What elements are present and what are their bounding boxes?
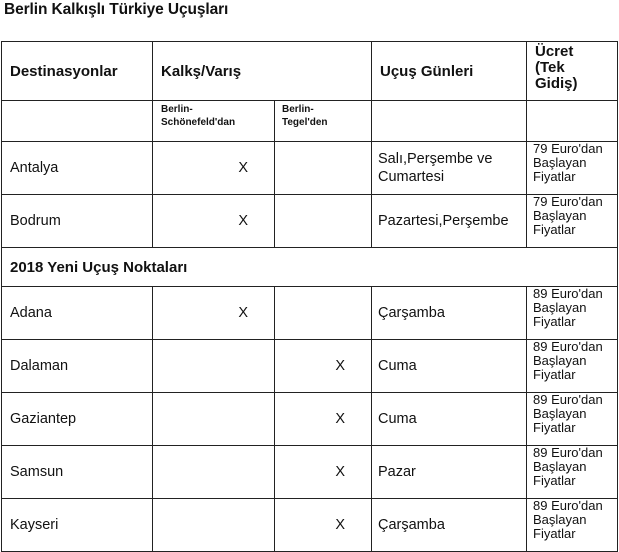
price-line3: Fiyatlar [533,314,576,329]
schonefeld-cell: X [153,287,275,340]
days-cell: Cuma [372,393,527,446]
tegel-cell [275,287,372,340]
price-cell [527,393,618,446]
price-line3: Fiyatlar [533,526,576,541]
document-title: Berlin Kalkışlı Türkiye Uçuşları [4,1,229,18]
days-cell: Pazartesi,Perşembe [372,195,527,248]
tegel-cell: X [275,340,372,393]
schonefeld-cell [153,393,275,446]
price-line3: Fiyatlar [533,169,576,184]
price-line2: Başlayan [533,512,587,527]
city-cell: Antalya [2,142,153,195]
subheader-tegel-line2: Tegel'den [282,117,328,128]
city-cell: Samsun [2,446,153,499]
flights-table [1,41,618,552]
city-cell: Adana [2,287,153,340]
price-cell [527,446,618,499]
subheader-schonefeld-line2: Schönefeld'dan [161,117,236,128]
price-cell [527,287,618,340]
subheader-empty [2,101,153,142]
price-line1: 79 Euro'dan [533,194,603,209]
price-line1: 89 Euro'dan [533,498,603,513]
price-line3: Fiyatlar [533,420,576,435]
price-line2: Başlayan [533,208,587,223]
price-cell [527,499,618,552]
subheader-schonefeld-line1: Berlin- [161,104,193,115]
subheader-schonefeld [153,101,275,142]
days-cell: Çarşamba [372,287,527,340]
price-line2: Başlayan [533,406,587,421]
price-line3: Fiyatlar [533,222,576,237]
table-row [2,393,618,446]
header-price [527,42,618,101]
tegel-cell: X [275,393,372,446]
price-line3: Fiyatlar [533,367,576,382]
days-cell: Cuma [372,340,527,393]
city-cell: Bodrum [2,195,153,248]
subheader-tegel [275,101,372,142]
header-destination: Destinasyonlar [2,42,153,101]
tegel-cell [275,195,372,248]
schonefeld-cell [153,340,275,393]
price-line2: Başlayan [533,353,587,368]
price-cell [527,195,618,248]
price-line3: Fiyatlar [533,473,576,488]
price-line1: 89 Euro'dan [533,339,603,354]
schonefeld-cell [153,446,275,499]
table-row [2,142,618,195]
price-line2: Başlayan [533,155,587,170]
table-row [2,340,618,393]
subheader-row [2,101,618,142]
table-row [2,287,618,340]
header-flight-days: Uçuş Günleri [372,42,527,101]
tegel-cell [275,142,372,195]
table-row [2,499,618,552]
table-row [2,446,618,499]
subheader-empty [527,101,618,142]
header-price-line2: (Tek [535,59,565,76]
header-price-line1: Ücret [535,43,574,60]
price-line1: 89 Euro'dan [533,445,603,460]
schonefeld-cell [153,499,275,552]
price-cell [527,142,618,195]
subheader-tegel-line1: Berlin- [282,104,314,115]
city-cell: Dalaman [2,340,153,393]
section-new-destinations: 2018 Yeni Uçuş Noktaları [2,248,618,287]
days-cell: Salı,Perşembe ve Cumartesi [372,142,527,195]
header-price-line3: Gidiş) [535,75,578,92]
schonefeld-cell: X [153,142,275,195]
days-cell: Çarşamba [372,499,527,552]
section-row [2,248,618,287]
price-line2: Başlayan [533,459,587,474]
table-row [2,195,618,248]
price-line2: Başlayan [533,300,587,315]
city-cell: Kayseri [2,499,153,552]
subheader-empty [372,101,527,142]
schonefeld-cell: X [153,195,275,248]
days-cell: Pazar [372,446,527,499]
city-cell: Gaziantep [2,393,153,446]
price-line1: 89 Euro'dan [533,392,603,407]
tegel-cell: X [275,446,372,499]
header-row [2,42,618,101]
price-line1: 79 Euro'dan [533,141,603,156]
price-line1: 89 Euro'dan [533,286,603,301]
price-cell [527,340,618,393]
tegel-cell: X [275,499,372,552]
header-departure-arrival: Kalkş/Varış [153,42,372,101]
